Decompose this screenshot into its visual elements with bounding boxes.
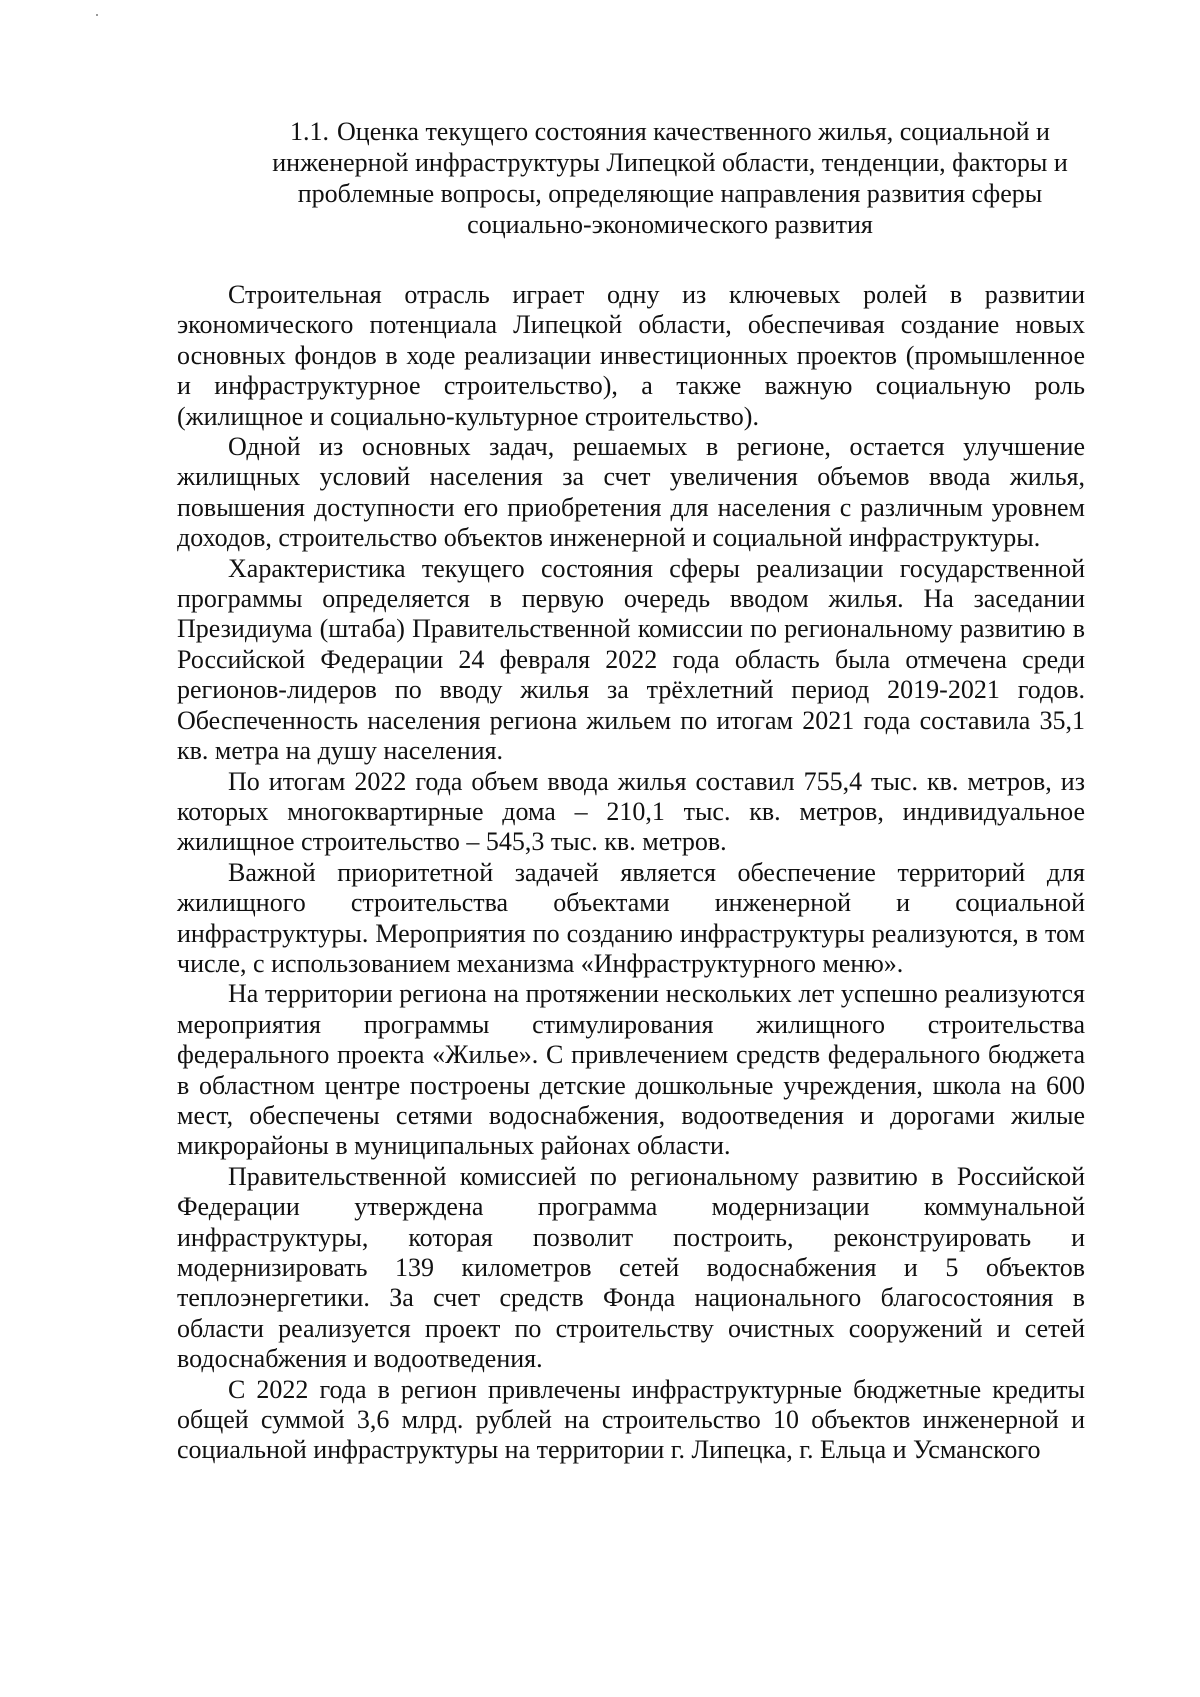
paragraph: Правительственной комиссией по региональному развитию в Российской Федерации утверждена программа модернизации коммунальной инфраструктуры, которая позволит построить, реконструировать и модернизировать 139 километров сетей водоснабжения и 5 объектов теплоэнергетики. За счет средств Фонда национального благосостояния в области реализуется проект по строительству очистных сооружений и сетей водоснабжения и водоотведения. [177,1161,1085,1374]
paragraph: Характеристика текущего состояния сферы реализации государственной программы определяется в первую очередь вводом жилья. На заседании Президиума (штаба) Правительственной комиссии по региональному развитию в Российской Федерации 24 февраля 2022 года область была отмечена среди регионов-лидеров по вводу жилья за трёхлетний период 2019-2021 годов. Обеспеченность населения региона жильем по итогам 2021 года составила 35,1 кв. метра на душу населения. [177,553,1085,766]
paragraph: Важной приоритетной задачей является обеспечение территорий для жилищного строительства объектами инженерной и социальной инфраструктуры. Мероприятия по созданию инфраструктуры реализуются, в том числе, с использованием механизма «Инфраструктурного меню». [177,857,1085,978]
section-heading [255,116,1085,240]
paragraph: На территории региона на протяжении нескольких лет успешно реализуются мероприятия программы стимулирования жилищного строительства федерального проекта «Жилье». С привлечением средств федерального бюджета в областном центре построены детские дошкольные учреждения, школа на 600 мест, обеспечены сетями водоснабжения, водоотведения и дорогами жилые микрорайоны в муниципальных районах области. [177,979,1085,1161]
paragraph: Строительная отрасль играет одну из ключевых ролей в развитии экономического потенциала Липецкой области, обеспечивая создание новых основных фондов в ходе реализации инвестиционных проектов (промышленное и инфраструктурное строительство), а также важную социальную роль (жилищное и социально-культурное строительство). [177,280,1085,431]
scan-artifact [96,14,98,16]
paragraph: Одной из основных задач, решаемых в регионе, остается улучшение жилищных условий населения за счет увеличения объемов ввода жилья, повышения доступности его приобретения для населения с различным уровнем доходов, строительство объектов инженерной и социальной инфраструктуры. [177,432,1085,553]
section-number: 1.1. [290,117,330,146]
paragraph: С 2022 года в регион привлечены инфраструктурные бюджетные кредиты общей суммой 3,6 млрд. рублей на строительство 10 объектов инженерной и социальной инфраструктуры на территории г. Липецка, г. Ельца и Усманского [177,1374,1085,1465]
paragraph: По итогам 2022 года объем ввода жилья составил 755,4 тыс. кв. метров, из которых многоквартирные дома – 210,1 тыс. кв. метров, индивидуальное жилищное строительство – 545,3 тыс. кв. метров. [177,766,1085,857]
section-title: Оценка текущего состояния качественного жилья, социальной и инженерной инфраструктуры Липецкой области, тенденции, факторы и проблемные вопросы, определяющие направления развития сферы социально-экономического развития [272,117,1068,239]
body-text [177,280,1085,1466]
